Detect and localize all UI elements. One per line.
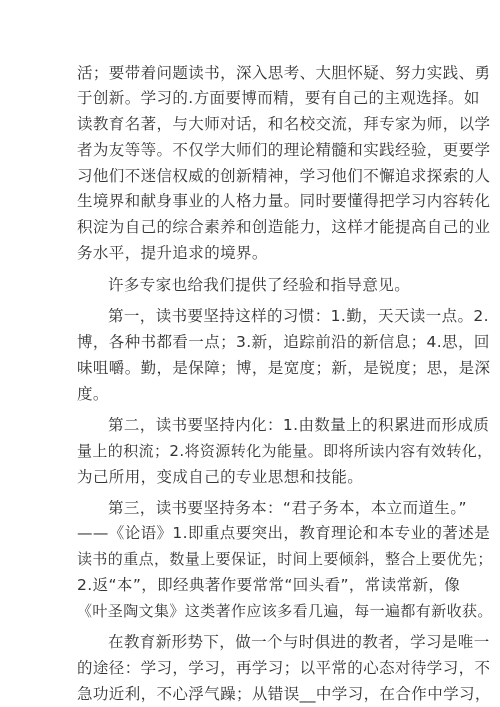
text-line: 博，各种书都看一点；3.新，追踪前沿的新信息；4.思，回 <box>77 333 490 351</box>
text-line: 《叶圣陶文集》这类著作应该多看几遍，每一遍都有新收获。 <box>77 602 493 620</box>
text-line: 积淀为自己的综合素养和创造能力，这样才能提高自己的业 <box>77 218 491 236</box>
text-line: 者为友等等。不仅学大师们的理论精髓和实践经验，更要学 <box>77 141 491 159</box>
text-line: 许多专家也给我们提供了经验和指导意见。 <box>108 276 411 294</box>
text-line: 于创新。学习的.方面要博而精，要有自己的主观选择。如 <box>77 89 480 107</box>
text-line: 为己所用，变成自己的专业思想和技能。 <box>77 468 364 486</box>
text-line: 第二，读书要坚持内化：1.由数量上的积累进而形成质 <box>108 416 490 434</box>
text-line: 在教育新形势下，做一个与时俱进的教者，学习是唯一 <box>108 633 490 651</box>
text-line: 生境界和献身事业的人格力量。同时要懂得把学习内容转化 <box>77 192 491 210</box>
text-line: 读书的重点，数量上要保证，时间上要倾斜，整合上要优先； <box>77 550 493 568</box>
text-line: 度。 <box>77 385 109 403</box>
text-line: ——《论语》1.即重点要突出，教育理论和本专业的著述是 <box>77 524 491 542</box>
text-line: 活；要带着问题读书，深入思考、大胆怀疑、努力实践、勇 <box>77 64 491 82</box>
text-line: 的途径：学习，学习，再学习；以平常的心态对待学习，不 <box>77 659 491 677</box>
text-line: 习他们不迷信权威的创新精神，学习他们不懈追求探索的人 <box>77 167 491 185</box>
text-line: 急功近利，不心浮气躁；从错误__中学习，在合作中学习， <box>77 685 491 703</box>
text-line: 第一，读书要坚持这样的习惯：1.勤，天天读一点。2. <box>108 307 489 325</box>
text-line: 第三，读书要坚持务本：“君子务本，本立而道生。” <box>108 499 467 517</box>
text-line: 量上的积流；2.将资源转化为能量。即将所读内容有效转化， <box>77 442 493 460</box>
text-line: 务水平，提升追求的境界。 <box>77 244 268 262</box>
text-line: 2.返“本”，即经典著作要常常“回头看”，常读常新，像 <box>77 576 461 594</box>
text-line: 读教育名著，与大师对话，和名校交流，拜专家为师，以学 <box>77 115 491 133</box>
text-line: 味咀嚼。勤，是保障；博，是宽度；新，是锐度；思，是深 <box>77 359 491 377</box>
